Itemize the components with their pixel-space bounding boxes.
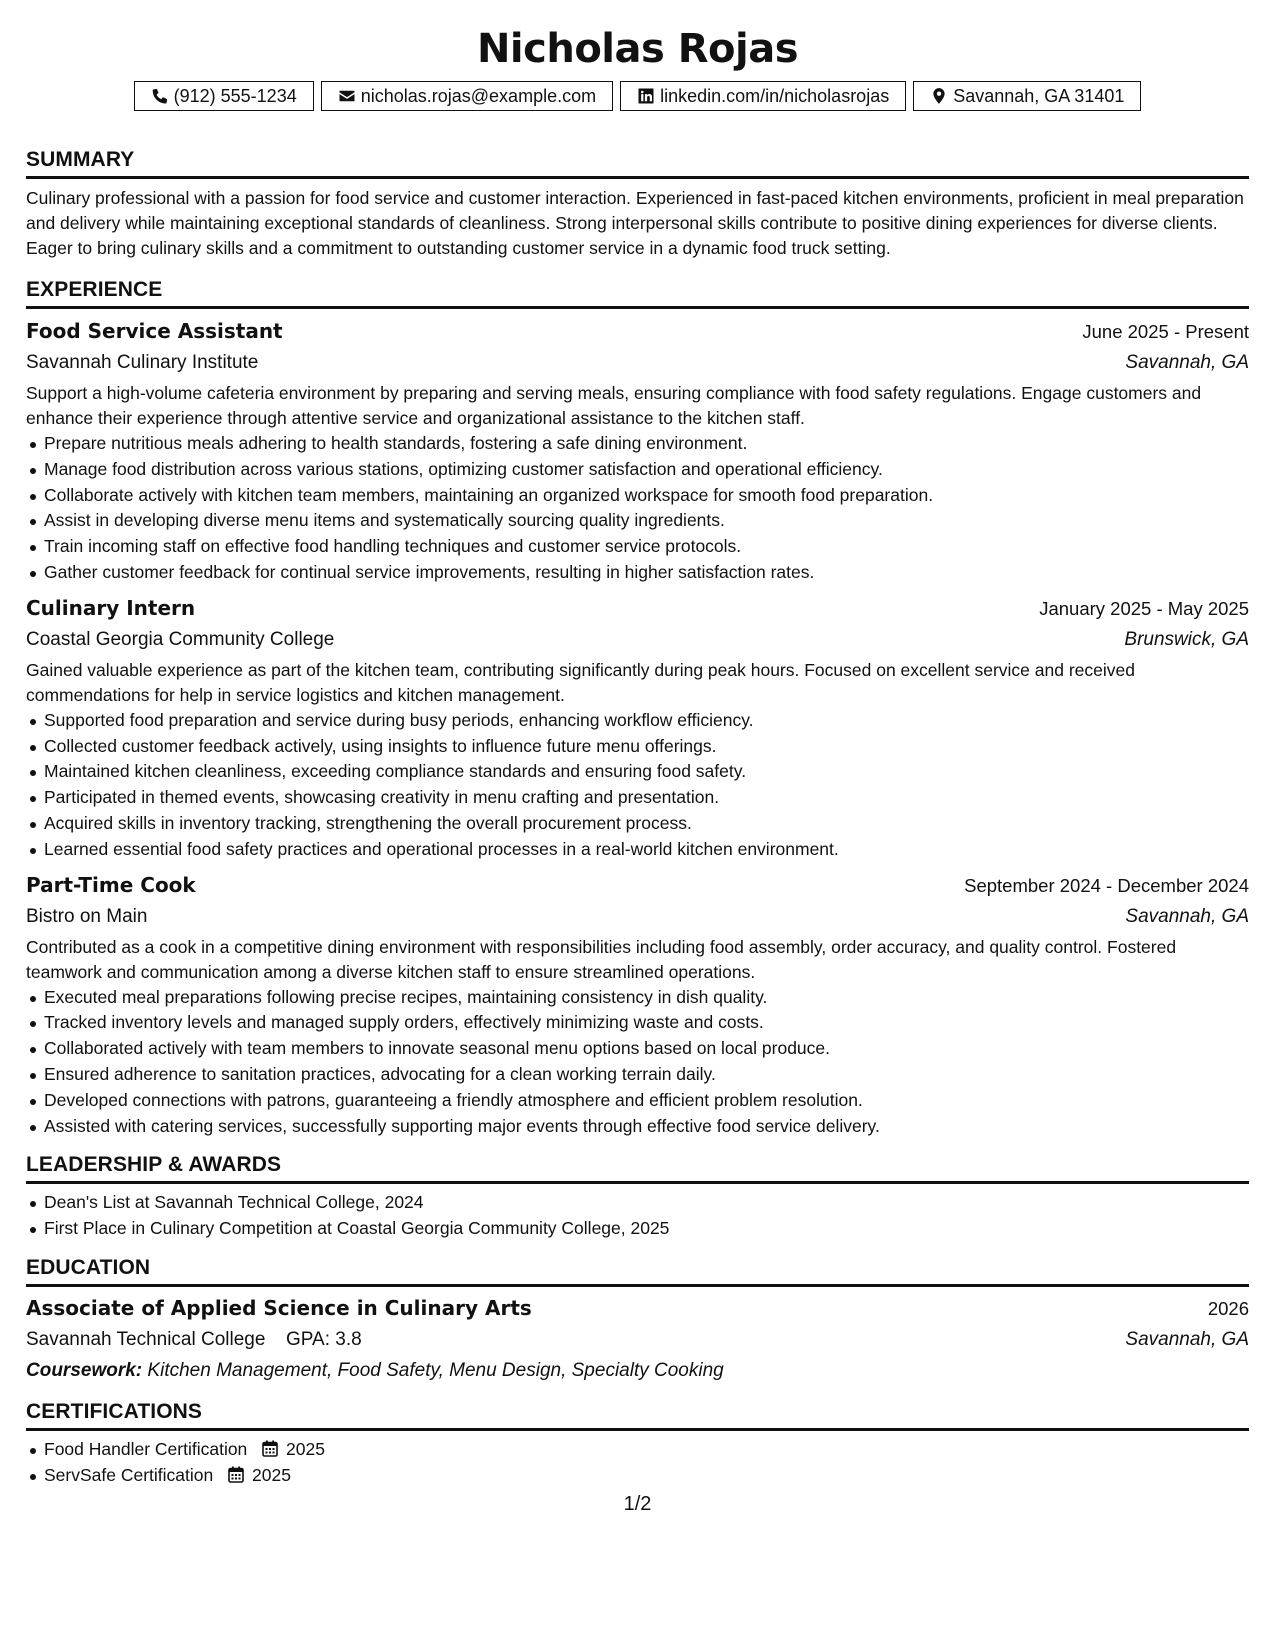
contact-phone[interactable]: [134, 81, 314, 111]
coursework: [26, 1356, 1249, 1386]
certifications-section: [26, 1400, 1249, 1489]
certification-name: ServSafe Certification: [44, 1464, 214, 1485]
certification-year: 2025: [252, 1464, 291, 1485]
section-heading: LEADERSHIP & AWARDS: [26, 1153, 1249, 1184]
list-item: Gather customer feedback for continual service improvements, resulting in higher satisfaction rates.: [26, 560, 1249, 586]
list-item: Assist in developing diverse menu items and systematically sourcing quality ingredients.: [26, 508, 1249, 534]
job-description: Contributed as a cook in a competitive dining environment with responsibilities including food assembly, order accuracy, and quality control. Fostered teamwork and communication among a diverse kitchen staff to ensure streamlined operations.: [26, 936, 1177, 982]
school-location: Savannah, GA: [1125, 1328, 1249, 1350]
list-item: Ensured adherence to sanitation practices, advocating for a clean working terrain daily.: [26, 1062, 1249, 1088]
job-employer: Coastal Georgia Community College: [26, 628, 335, 650]
linkedin-text: linkedin.com/in/nicholasrojas: [660, 85, 890, 106]
list-item: [26, 1463, 1249, 1489]
job-dates: January 2025 - May 2025: [1039, 597, 1249, 619]
list-item: Collected customer feedback actively, using insights to influence future menu offerings.: [26, 734, 1249, 760]
job-entry: [26, 316, 1249, 586]
job-dates: June 2025 - Present: [1082, 321, 1249, 342]
job-location: Savannah, GA: [1125, 352, 1249, 373]
job-title: Part-Time Cook: [26, 872, 196, 897]
awards-list: [26, 1190, 1249, 1242]
list-item: Prepare nutritious meals adhering to health standards, fostering a safe dining environment.: [26, 431, 1249, 457]
certification-year: 2025: [286, 1438, 325, 1459]
job-location: Brunswick, GA: [1124, 628, 1249, 650]
job-entry: [26, 593, 1249, 863]
list-item: Train incoming staff on effective food handling techniques and customer service protocols.: [26, 534, 1249, 560]
map-pin-icon: [930, 87, 948, 105]
section-heading: EDUCATION: [26, 1256, 1249, 1287]
candidate-name: Nicholas Rojas: [476, 26, 799, 72]
list-item: Participated in themed events, showcasing creativity in menu crafting and presentation.: [26, 785, 1249, 811]
list-item: First Place in Culinary Competition at Coastal Georgia Community College, 2025: [26, 1216, 1249, 1242]
page-number: 1/2: [623, 1493, 652, 1515]
job-dates: September 2024 - December 2024: [964, 874, 1249, 896]
certifications-list: [26, 1437, 1249, 1489]
list-item: Executed meal preparations following precise recipes, maintaining consistency in dish quality.: [26, 985, 1249, 1011]
experience-section: [26, 278, 1249, 1139]
degree-title: Associate of Applied Science in Culinary Arts: [26, 1295, 532, 1320]
job-location: Savannah, GA: [1125, 905, 1249, 927]
list-item: Maintained kitchen cleanliness, exceeding compliance standards and ensuring food safety.: [26, 759, 1249, 785]
location-text: Savannah, GA 31401: [953, 85, 1125, 106]
job-bullets: [26, 708, 1249, 863]
list-item: Developed connections with patrons, guaranteeing a friendly atmosphere and efficient problem resolution.: [26, 1088, 1249, 1114]
contact-email[interactable]: [321, 81, 613, 111]
list-item: Tracked inventory levels and managed supply orders, effectively minimizing waste and costs.: [26, 1010, 1249, 1036]
phone-icon: [151, 87, 169, 105]
contact-bar: [26, 81, 1249, 111]
phone-text: (912) 555-1234: [173, 85, 297, 106]
certification-name: Food Handler Certification: [44, 1438, 248, 1459]
calendar-icon: [228, 1466, 244, 1483]
list-item: Acquired skills in inventory tracking, strengthening the overall procurement process.: [26, 811, 1249, 837]
education-section: [26, 1256, 1249, 1386]
job-employer: Bistro on Main: [26, 905, 148, 927]
gpa: GPA: 3.8: [286, 1328, 362, 1350]
job-bullets: [26, 985, 1249, 1140]
job-entry: [26, 870, 1249, 1140]
school-name: Savannah Technical College: [26, 1328, 266, 1350]
section-heading: EXPERIENCE: [26, 278, 1249, 309]
list-item: Collaborate actively with kitchen team members, maintaining an organized workspace for smooth food preparation.: [26, 483, 1249, 509]
list-item: [26, 1437, 1249, 1463]
job-bullets: [26, 431, 1249, 586]
list-item: Dean's List at Savannah Technical College, 2024: [26, 1190, 1249, 1216]
summary-text: Culinary professional with a passion for food service and customer interaction. Experienced in fast-paced kitchen environments, proficient in meal preparation and delivery while maintaining exceptional standards of cleanliness. Strong interpersonal skills contribute to positive dining experiences for diverse clients. Eager to bring culinary skills and a commitment to outstanding customer service in a dynamic food truck setting.: [26, 188, 1244, 258]
job-description: Support a high-volume cafeteria environment by preparing and serving meals, ensuring compliance with food safety regulations. Engage customers and enhance their experience through attentive service and organizational assistance to the kitchen staff.: [26, 383, 1202, 428]
email-text: nicholas.rojas@example.com: [360, 85, 597, 106]
job-title: Food Service Assistant: [26, 319, 283, 343]
list-item: Supported food preparation and service during busy periods, enhancing workflow efficiency.: [26, 708, 1249, 734]
graduation-year: 2026: [1207, 1297, 1249, 1319]
resume-page: [26, 0, 1249, 1489]
coursework-label: Coursework:: [26, 1359, 143, 1381]
calendar-icon: [262, 1440, 278, 1457]
job-description: Gained valuable experience as part of the kitchen team, contributing significantly during peak hours. Focused on excellent service and received commendations for help in service logistics and kitchen management.: [26, 659, 1135, 705]
list-item: Manage food distribution across various stations, optimizing customer satisfaction and operational efficiency.: [26, 457, 1249, 483]
list-item: Collaborated actively with team members to innovate seasonal menu options based on local produce.: [26, 1036, 1249, 1062]
leadership-section: [26, 1153, 1249, 1242]
list-item: Assisted with catering services, successfully supporting major events through effective food service delivery.: [26, 1114, 1249, 1140]
list-item: Learned essential food safety practices and operational processes in a real-world kitchen environment.: [26, 837, 1249, 863]
envelope-icon: [338, 87, 356, 105]
job-title: Culinary Intern: [26, 595, 196, 620]
job-employer: Savannah Culinary Institute: [26, 352, 259, 373]
summary-section: [26, 148, 1249, 261]
coursework-list: Kitchen Management, Food Safety, Menu Design, Specialty Cooking: [147, 1359, 724, 1381]
section-heading: SUMMARY: [26, 148, 1249, 179]
section-heading: CERTIFICATIONS: [26, 1400, 1249, 1431]
contact-location[interactable]: [913, 81, 1141, 111]
contact-linkedin[interactable]: [620, 81, 906, 111]
linkedin-icon: [637, 87, 655, 105]
